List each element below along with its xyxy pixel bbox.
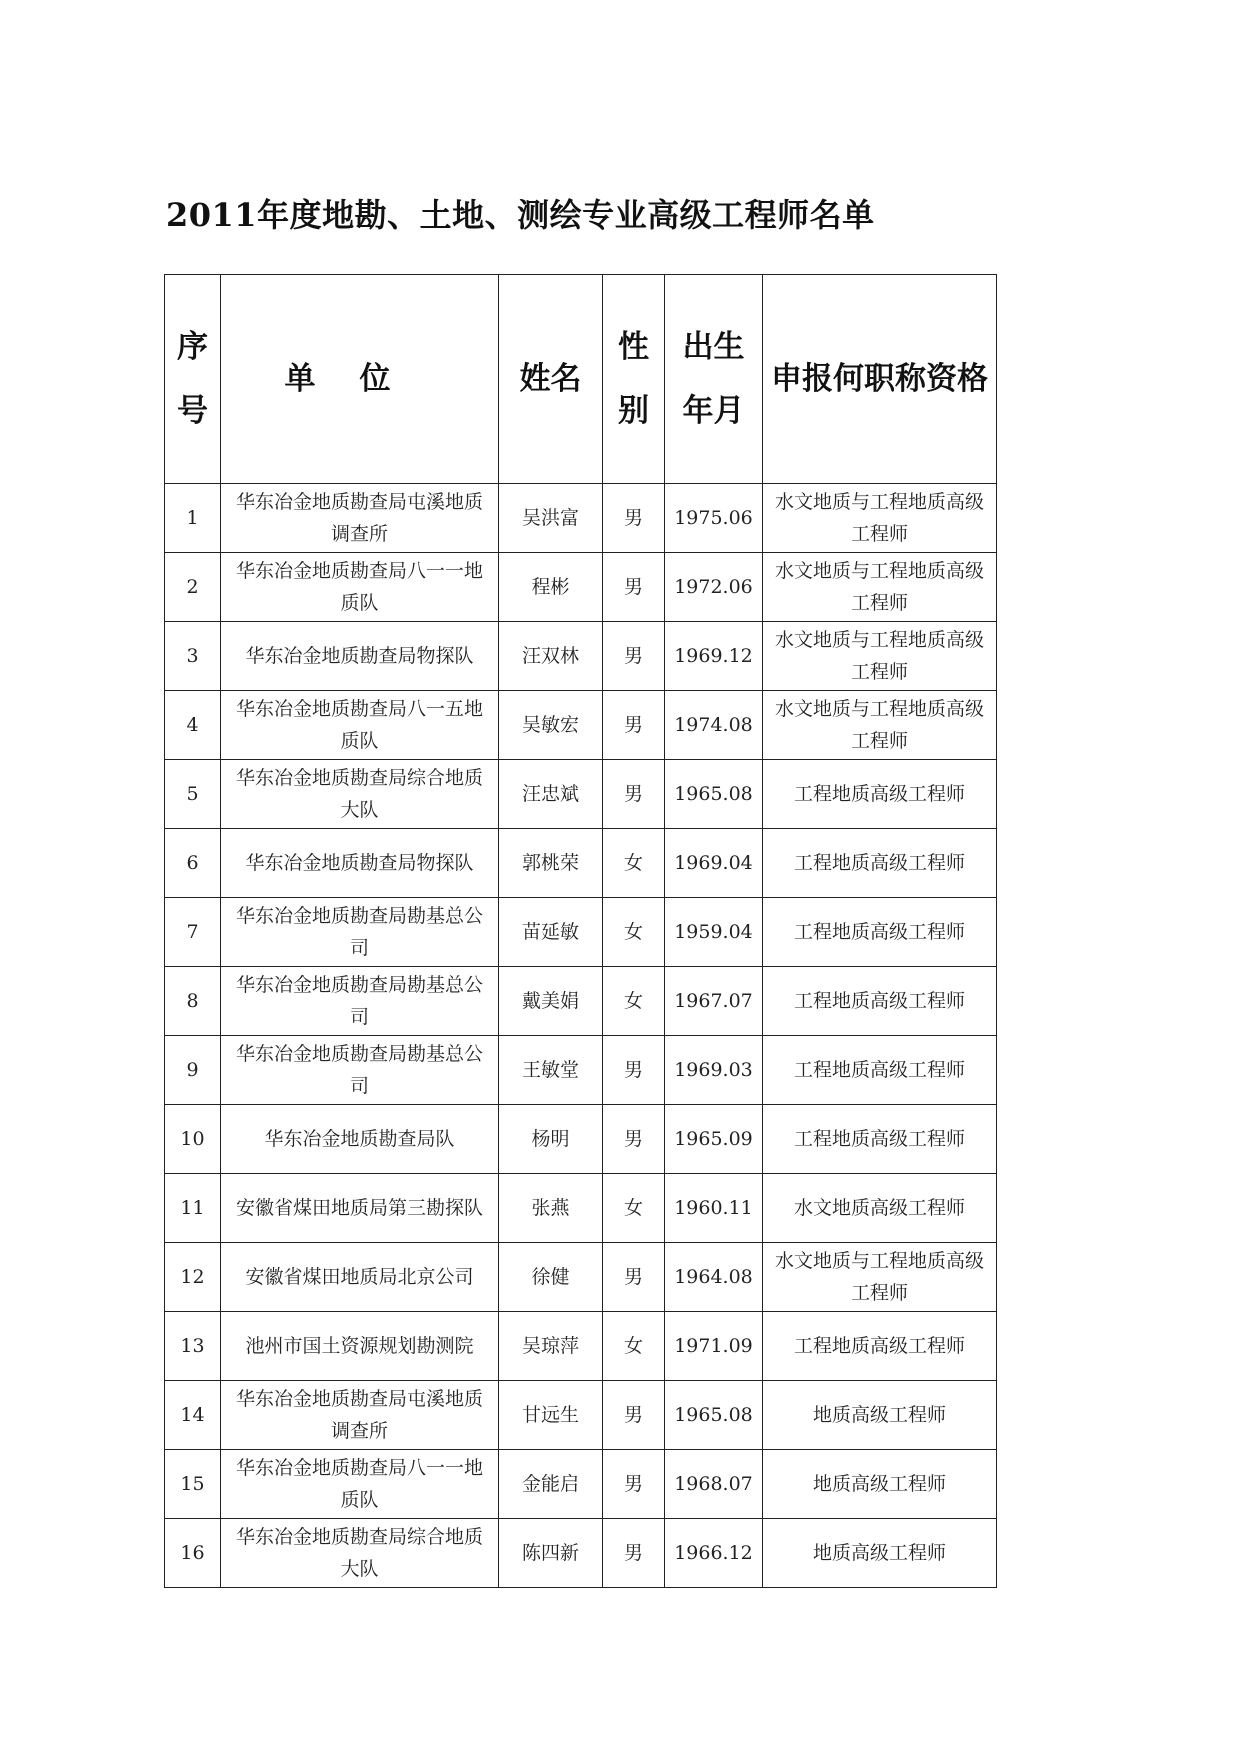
gender-cell: 女	[603, 1312, 665, 1381]
gender-cell: 女	[603, 967, 665, 1036]
title-applied-cell: 水文地质高级工程师	[763, 1174, 997, 1243]
name-cell: 王敏堂	[499, 1036, 603, 1105]
title-applied-cell: 工程地质高级工程师	[763, 760, 997, 829]
serial-number-cell: 13	[165, 1312, 221, 1381]
birth-date-cell: 1968.07	[665, 1450, 763, 1519]
birth-date-cell: 1965.08	[665, 1381, 763, 1450]
table-row	[165, 1381, 997, 1450]
title-applied-cell: 工程地质高级工程师	[763, 1312, 997, 1381]
table-row	[165, 622, 997, 691]
unit-cell: 华东冶金地质勘查局综合地质大队	[221, 760, 499, 829]
gender-cell: 男	[603, 1519, 665, 1588]
gender-cell: 男	[603, 1243, 665, 1312]
name-cell: 戴美娟	[499, 967, 603, 1036]
serial-number-cell: 9	[165, 1036, 221, 1105]
name-cell: 徐健	[499, 1243, 603, 1312]
name-cell: 张燕	[499, 1174, 603, 1243]
serial-number-cell: 2	[165, 553, 221, 622]
unit-cell: 华东冶金地质勘查局队	[221, 1105, 499, 1174]
name-cell: 汪双林	[499, 622, 603, 691]
birth-date-cell: 1972.06	[665, 553, 763, 622]
table-row	[165, 1312, 997, 1381]
name-cell: 杨明	[499, 1105, 603, 1174]
serial-number-cell: 16	[165, 1519, 221, 1588]
birth-date-cell: 1964.08	[665, 1243, 763, 1312]
unit-cell: 安徽省煤田地质局第三勘探队	[221, 1174, 499, 1243]
birth-date-cell: 1959.04	[665, 898, 763, 967]
name-cell: 吴敏宏	[499, 691, 603, 760]
serial-number-cell: 12	[165, 1243, 221, 1312]
name-cell: 吴洪富	[499, 484, 603, 553]
unit-cell: 华东冶金地质勘查局屯溪地质调查所	[221, 484, 499, 553]
gender-cell: 男	[603, 1105, 665, 1174]
table-row	[165, 1450, 997, 1519]
header-unit: 单位	[221, 275, 499, 484]
unit-cell: 华东冶金地质勘查局屯溪地质调查所	[221, 1381, 499, 1450]
table-row	[165, 1036, 997, 1105]
name-cell: 汪忠斌	[499, 760, 603, 829]
gender-cell: 女	[603, 829, 665, 898]
table-row	[165, 484, 997, 553]
birth-date-cell: 1974.08	[665, 691, 763, 760]
birth-date-cell: 1965.08	[665, 760, 763, 829]
title-applied-cell: 水文地质与工程地质高级工程师	[763, 553, 997, 622]
title-applied-cell: 工程地质高级工程师	[763, 1036, 997, 1105]
name-cell: 程彬	[499, 553, 603, 622]
unit-cell: 华东冶金地质勘查局八一一地质队	[221, 553, 499, 622]
birth-date-cell: 1971.09	[665, 1312, 763, 1381]
gender-cell: 男	[603, 1036, 665, 1105]
table-row	[165, 1243, 997, 1312]
name-cell: 吴琼萍	[499, 1312, 603, 1381]
unit-cell: 华东冶金地质勘查局八一一地质队	[221, 1450, 499, 1519]
table-row	[165, 967, 997, 1036]
unit-cell: 华东冶金地质勘查局勘基总公司	[221, 1036, 499, 1105]
birth-date-cell: 1969.04	[665, 829, 763, 898]
title-applied-cell: 工程地质高级工程师	[763, 1105, 997, 1174]
header-gender: 性别	[603, 275, 665, 484]
table-header-row	[165, 275, 997, 484]
birth-date-cell: 1960.11	[665, 1174, 763, 1243]
title-applied-cell: 水文地质与工程地质高级工程师	[763, 691, 997, 760]
table-row	[165, 829, 997, 898]
table-row	[165, 1105, 997, 1174]
gender-cell: 男	[603, 760, 665, 829]
serial-number-cell: 6	[165, 829, 221, 898]
unit-cell: 华东冶金地质勘查局勘基总公司	[221, 967, 499, 1036]
birth-date-cell: 1969.03	[665, 1036, 763, 1105]
engineer-roster-table	[164, 274, 997, 1588]
serial-number-cell: 7	[165, 898, 221, 967]
unit-cell: 华东冶金地质勘查局物探队	[221, 829, 499, 898]
birth-date-cell: 1969.12	[665, 622, 763, 691]
birth-date-cell: 1967.07	[665, 967, 763, 1036]
table-row	[165, 553, 997, 622]
table-row	[165, 1174, 997, 1243]
birth-date-cell: 1966.12	[665, 1519, 763, 1588]
title-applied-cell: 工程地质高级工程师	[763, 967, 997, 1036]
gender-cell: 女	[603, 898, 665, 967]
gender-cell: 男	[603, 691, 665, 760]
serial-number-cell: 5	[165, 760, 221, 829]
title-applied-cell: 工程地质高级工程师	[763, 898, 997, 967]
header-name: 姓名	[499, 275, 603, 484]
table-row	[165, 760, 997, 829]
gender-cell: 男	[603, 1450, 665, 1519]
serial-number-cell: 10	[165, 1105, 221, 1174]
title-applied-cell: 水文地质与工程地质高级工程师	[763, 622, 997, 691]
name-cell: 苗延敏	[499, 898, 603, 967]
title-applied-cell: 水文地质与工程地质高级工程师	[763, 1243, 997, 1312]
unit-cell: 池州市国土资源规划勘测院	[221, 1312, 499, 1381]
unit-cell: 华东冶金地质勘查局综合地质大队	[221, 1519, 499, 1588]
title-applied-cell: 地质高级工程师	[763, 1381, 997, 1450]
unit-cell: 华东冶金地质勘查局勘基总公司	[221, 898, 499, 967]
header-birth-date: 出生年月	[665, 275, 763, 484]
gender-cell: 男	[603, 622, 665, 691]
serial-number-cell: 4	[165, 691, 221, 760]
birth-date-cell: 1965.09	[665, 1105, 763, 1174]
name-cell: 郭桃荣	[499, 829, 603, 898]
serial-number-cell: 15	[165, 1450, 221, 1519]
table-row	[165, 1519, 997, 1588]
name-cell: 甘远生	[499, 1381, 603, 1450]
serial-number-cell: 14	[165, 1381, 221, 1450]
title-applied-cell: 地质高级工程师	[763, 1519, 997, 1588]
table-row	[165, 898, 997, 967]
title-applied-cell: 工程地质高级工程师	[763, 829, 997, 898]
name-cell: 金能启	[499, 1450, 603, 1519]
serial-number-cell: 3	[165, 622, 221, 691]
gender-cell: 男	[603, 1381, 665, 1450]
serial-number-cell: 11	[165, 1174, 221, 1243]
unit-cell: 安徽省煤田地质局北京公司	[221, 1243, 499, 1312]
gender-cell: 男	[603, 484, 665, 553]
gender-cell: 女	[603, 1174, 665, 1243]
table-body	[165, 484, 997, 1588]
serial-number-cell: 8	[165, 967, 221, 1036]
name-cell: 陈四新	[499, 1519, 603, 1588]
birth-date-cell: 1975.06	[665, 484, 763, 553]
page-title: 2011年度地勘、土地、测绘专业高级工程师名单	[166, 196, 875, 234]
title-applied-cell: 地质高级工程师	[763, 1450, 997, 1519]
serial-number-cell: 1	[165, 484, 221, 553]
header-serial-number: 序号	[165, 275, 221, 484]
table-row	[165, 691, 997, 760]
unit-cell: 华东冶金地质勘查局物探队	[221, 622, 499, 691]
gender-cell: 男	[603, 553, 665, 622]
header-title-applied: 申报何职称资格	[763, 275, 997, 484]
unit-cell: 华东冶金地质勘查局八一五地质队	[221, 691, 499, 760]
title-applied-cell: 水文地质与工程地质高级工程师	[763, 484, 997, 553]
